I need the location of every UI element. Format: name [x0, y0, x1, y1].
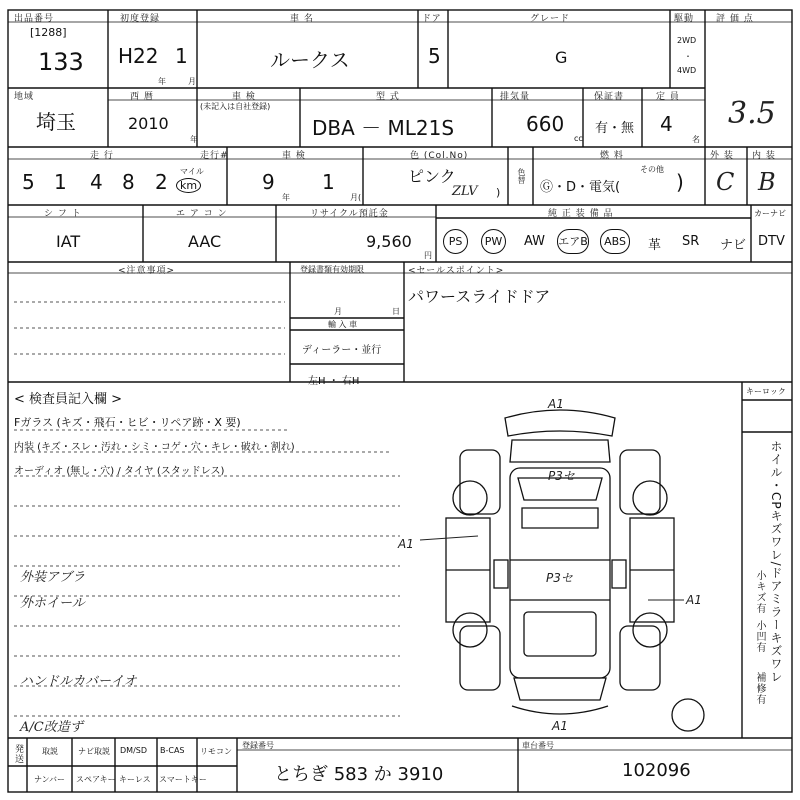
side-sub-dent: 小凹有	[754, 620, 765, 653]
int-grade: B	[758, 168, 776, 196]
inspection-glass: Fガラス (キズ・飛石・ヒビ・リペア跡・X 要)	[14, 416, 241, 429]
mile-unit: マイル	[180, 167, 204, 176]
car-name: ルークス	[270, 48, 350, 72]
recycle-label: リサイクル預託金	[310, 209, 389, 219]
equip-airbag-circled: エアB	[557, 229, 589, 254]
grade-label: グレード	[530, 14, 571, 24]
door-count: 5	[428, 44, 441, 68]
plate-number: とちぎ 583 か 3910	[274, 764, 444, 785]
hand-note-4: A/C改造ず	[20, 720, 83, 735]
month-unit: 月	[188, 77, 196, 86]
ext-grade: C	[716, 168, 735, 196]
drive-label: 駆動	[674, 14, 695, 24]
mark-left: A1	[398, 537, 414, 551]
seats-unit: 名	[692, 135, 700, 144]
inspection-title: < 検査員記入欄 >	[14, 392, 123, 407]
mark-hood: P3セ	[548, 469, 575, 483]
repaint-label: 色替	[517, 168, 526, 184]
shift: IAT	[56, 232, 81, 251]
lot-label: 出品番号	[14, 14, 55, 24]
inspect-month-unit: 月(	[350, 193, 362, 202]
equip-leather: 革	[648, 238, 662, 253]
mileage-digit: 5	[22, 170, 35, 194]
expiry-month-unit: 月	[334, 307, 342, 316]
shift-label: シ フ ト	[44, 209, 82, 219]
acc-spare-key: スペアキー	[76, 775, 116, 784]
lot-number: 133	[38, 48, 84, 76]
import-label: 輸 入 車	[328, 320, 358, 329]
equip-ps-circled: PS	[443, 229, 468, 254]
model-label: 型 式	[376, 92, 400, 102]
displacement: 660	[526, 112, 565, 136]
seats-label: 定 員	[656, 92, 680, 102]
hand-note-3: ハンドルカバーイオ	[20, 674, 137, 689]
disp-label: 排気量	[500, 92, 531, 102]
score-label: 評 価 点	[716, 14, 754, 24]
mark-front: A1	[548, 397, 564, 411]
reg-expiry-label: 登録書類有効期限	[300, 265, 364, 274]
acc-bcas: B-CAS	[160, 746, 185, 755]
equip-label: 純 正 装 備 品	[548, 209, 614, 219]
fuel-label: 燃 料	[600, 151, 624, 161]
car-diagram	[446, 410, 704, 731]
model: DBA － ML21S	[312, 116, 455, 140]
fuel: Ⓖ・D・電気(	[540, 180, 621, 195]
lot-bracket: [1288]	[30, 26, 67, 39]
drive-2wd: 2WD	[677, 36, 697, 45]
color-close: )	[496, 186, 501, 199]
acc-dm-sd: DM/SD	[120, 746, 147, 755]
year-unit: 年	[158, 77, 166, 86]
int-label: 内 装	[752, 151, 776, 161]
steering-value: 左H ・ 右H	[308, 376, 360, 387]
inspection-interior: 内装 (キズ・スレ・汚れ・シミ・コゲ・穴・キレ・破れ・割れ)	[14, 442, 295, 453]
acc-remote: リモコン	[200, 747, 232, 756]
equip-nav: ナビ	[720, 238, 747, 253]
region: 埼玉	[36, 110, 76, 134]
color: ピンク	[408, 167, 456, 186]
year-unit-2: 年	[190, 135, 198, 144]
equip-sr: SR	[682, 234, 700, 249]
mark-rear: A1	[552, 719, 568, 733]
sales-point: パワースライドドア	[408, 287, 551, 306]
mileage-digit: 2	[155, 170, 168, 194]
plate-label: 登録番号	[242, 741, 274, 750]
door-label: ドア	[422, 14, 442, 24]
recycle-unit: 円	[424, 251, 432, 260]
equip-pw-circled: PW	[481, 229, 506, 254]
acc-keyless: キーレス	[119, 775, 151, 784]
nav-label: カーナビ	[754, 209, 786, 218]
sales-label: <セールスポイント>	[408, 266, 505, 276]
mileage-digit: 8	[122, 170, 135, 194]
fuel-other: その他	[640, 165, 664, 174]
chassis-label: 車台番号	[522, 741, 554, 750]
chassis-number: 102096	[622, 760, 691, 781]
recycle-fee: 9,560	[366, 232, 412, 251]
year-label: 西 暦	[130, 92, 154, 102]
notes-label: <注意事項>	[118, 266, 176, 276]
side-sub-scratch: 小キズ有	[754, 570, 765, 614]
equip-aw: AW	[524, 234, 546, 249]
mileage-label: 走 行	[90, 151, 114, 161]
acc-smart-key: スマートキー	[159, 775, 207, 784]
side-damage-note: ホイル・CPキズワレ/ドアミラーキズワレ	[769, 440, 783, 684]
warranty-label: 保証書	[594, 92, 625, 102]
drive-dot: ・	[684, 52, 692, 61]
inspection-audio: オーディオ (無し・穴) / タイヤ (スタッドレス)	[14, 466, 225, 477]
shaken-sub: (未記入は自社登録)	[200, 102, 271, 111]
color-label: 色 (Col.No)	[410, 151, 469, 161]
acc-nav-manual: ナビ取説	[78, 747, 110, 756]
first-reg-month: 1	[175, 44, 188, 68]
inspect-month: 1	[322, 170, 335, 194]
seats: 4	[660, 112, 673, 136]
equip-dtv: DTV	[758, 234, 785, 249]
inspect-year: 9	[262, 170, 275, 194]
ext-label: 外 装	[710, 151, 734, 161]
grade: G	[555, 48, 568, 67]
ac: AAC	[188, 232, 222, 251]
first-reg-label: 初度登録	[120, 14, 161, 24]
expiry-day-unit: 日	[392, 307, 400, 316]
fuel-close: )	[676, 170, 684, 194]
ac-label: エ ア コ ン	[176, 209, 228, 219]
score-handwritten: 3.5	[728, 96, 776, 131]
car-name-label: 車 名	[290, 14, 314, 24]
km-unit-circled: km	[176, 178, 201, 193]
mark-roof: P3セ	[546, 571, 573, 585]
drive-4wd: 4WD	[677, 66, 697, 75]
mark-right: A1	[686, 593, 702, 607]
mileage-digit: 1	[54, 170, 67, 194]
hand-note-1: 外装アブラ	[20, 570, 86, 585]
year: 2010	[128, 114, 169, 133]
acc-manual: 取説	[42, 747, 58, 756]
warranty: 有・無	[595, 121, 635, 136]
shaken-label: 車 検	[232, 92, 256, 102]
inspect-label: 車 検	[282, 151, 306, 161]
equip-abs-circled: ABS	[600, 229, 630, 254]
import-value: ディーラー・並行	[302, 345, 382, 356]
inspect-year-unit: 年	[282, 193, 290, 202]
disp-unit: cc	[574, 134, 583, 143]
mileage-digit: 4	[90, 170, 103, 194]
side-sub-repair: 補修有	[754, 672, 765, 705]
key-lock-label: キーロック	[746, 387, 786, 396]
first-reg-year: H22	[118, 44, 159, 68]
ship-label: 発送	[13, 744, 23, 764]
acc-plate: ナンバー	[34, 775, 66, 784]
unit-switch: 走行#	[200, 151, 229, 161]
hand-note-2: 外ホイール	[20, 596, 85, 611]
color-code: ZLV	[452, 184, 478, 199]
region-label: 地域	[14, 92, 35, 102]
